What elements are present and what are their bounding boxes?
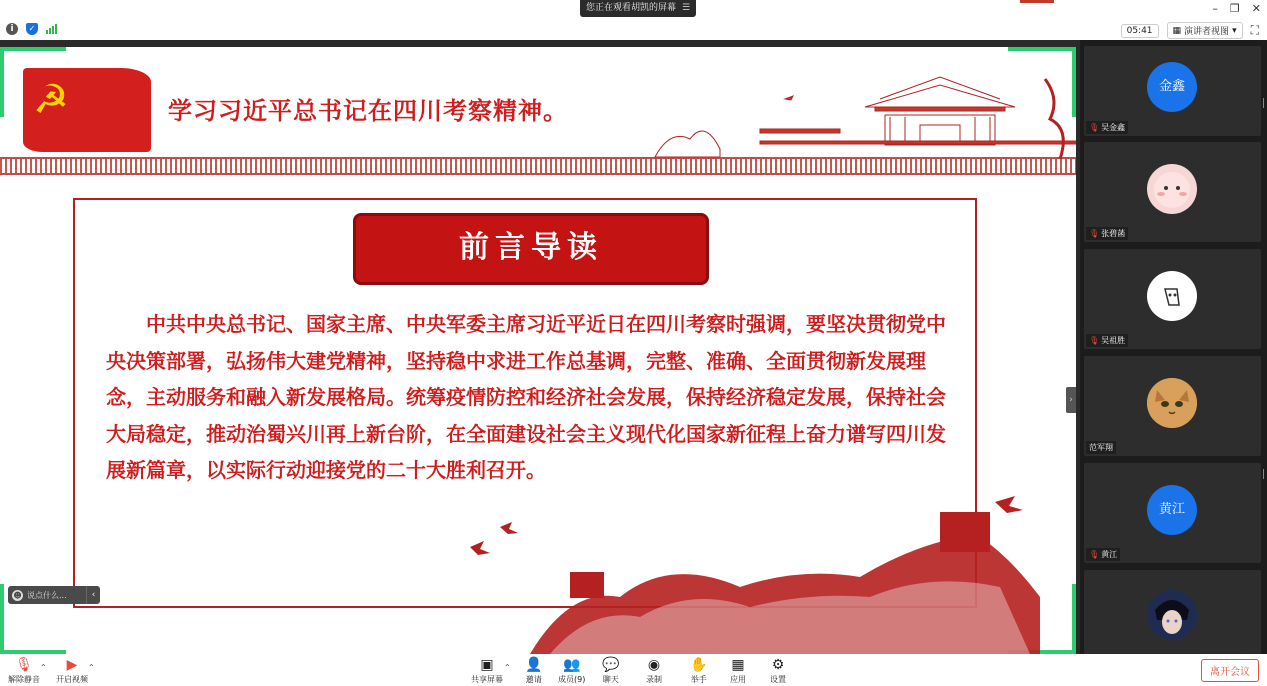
scrollbar-marker[interactable] bbox=[1258, 469, 1264, 479]
chat-icon: 💬 bbox=[602, 657, 620, 673]
participant-name bbox=[1086, 121, 1128, 134]
share-screen-button[interactable] bbox=[471, 656, 503, 685]
participant-tile[interactable] bbox=[1084, 142, 1261, 242]
emoji-icon[interactable]: ☻ bbox=[13, 590, 22, 600]
bottom-toolbar bbox=[0, 654, 1267, 686]
recording-indicator bbox=[1020, 0, 1054, 3]
participant-name bbox=[1086, 227, 1128, 240]
shared-slide bbox=[0, 47, 1076, 654]
participant-tile[interactable] bbox=[1084, 570, 1261, 654]
participant-name bbox=[1086, 334, 1128, 347]
participant-name-text: 黄江 bbox=[1101, 550, 1118, 559]
invite-icon: 👤 bbox=[525, 657, 543, 673]
chat-label: 聊天 bbox=[602, 675, 619, 684]
settings-label: 设置 bbox=[770, 675, 786, 684]
screen-share-banner[interactable] bbox=[580, 0, 696, 17]
meeting-timer: 05:41 bbox=[1121, 24, 1159, 38]
corner-marker bbox=[1072, 584, 1076, 654]
unmute-button[interactable] bbox=[8, 656, 40, 685]
cartoon-cat-avatar-icon bbox=[1147, 271, 1197, 321]
record-label: 录制 bbox=[646, 675, 662, 684]
section-heading: 前言导读 bbox=[353, 213, 709, 285]
members-label: 成员(9) bbox=[558, 675, 586, 684]
start-video-label: 开启视频 bbox=[56, 675, 88, 684]
members-button[interactable] bbox=[558, 656, 585, 685]
avatar bbox=[1147, 590, 1197, 640]
gear-icon: ⚙ bbox=[771, 657, 785, 673]
record-button[interactable] bbox=[646, 656, 662, 685]
participant-tile[interactable] bbox=[1084, 46, 1261, 136]
start-video-button[interactable] bbox=[56, 656, 88, 685]
info-icon[interactable]: i bbox=[6, 23, 18, 35]
mic-off-icon: 🎙 bbox=[15, 657, 33, 673]
participants-panel bbox=[1080, 40, 1267, 654]
title-bar bbox=[0, 0, 1267, 20]
chevron-up-icon[interactable]: ⌃ bbox=[88, 663, 95, 672]
corner-marker bbox=[0, 584, 4, 654]
meeting-info-bar bbox=[0, 20, 1267, 40]
participant-name bbox=[1086, 548, 1120, 561]
window-controls bbox=[1212, 2, 1261, 15]
chevron-up-icon[interactable]: ⌃ bbox=[40, 663, 47, 672]
decorative-band bbox=[0, 157, 1076, 175]
participant-name-text: 吴金鑫 bbox=[1101, 123, 1126, 132]
chevron-up-icon[interactable]: ⌃ bbox=[504, 663, 511, 672]
invite-button[interactable] bbox=[525, 656, 542, 685]
invite-label: 邀请 bbox=[525, 675, 542, 684]
signal-icon[interactable] bbox=[46, 24, 57, 34]
unmute-label: 解除静音 bbox=[8, 675, 40, 684]
participant-name bbox=[1086, 441, 1116, 454]
avatar bbox=[1147, 271, 1197, 321]
members-icon: 👥 bbox=[562, 657, 581, 673]
raise-hand-button[interactable] bbox=[690, 656, 707, 685]
mic-muted-icon: 🎙 bbox=[1089, 550, 1100, 559]
avatar: 金鑫 bbox=[1147, 62, 1197, 112]
apps-button[interactable] bbox=[730, 656, 746, 685]
tiananmen-illustration bbox=[650, 69, 1076, 169]
minimize-icon[interactable]: – bbox=[1212, 2, 1218, 15]
apps-icon: ▦ bbox=[731, 657, 745, 673]
slide-title: 学习习近平总书记在四川考察精神。 bbox=[168, 97, 568, 125]
view-mode-button[interactable] bbox=[1167, 22, 1243, 39]
mic-muted-icon: 🎙 bbox=[1089, 336, 1100, 345]
avatar: 黄江 bbox=[1147, 485, 1197, 535]
chat-input-bar[interactable] bbox=[8, 586, 100, 604]
mic-muted-icon: 🎙 bbox=[1089, 229, 1100, 238]
hand-icon: ✋ bbox=[690, 657, 708, 673]
hammer-sickle-icon: ☭ bbox=[33, 77, 69, 123]
share-banner-text: 您正在观看胡凯的屏幕 bbox=[586, 3, 677, 13]
cat-photo-avatar-icon bbox=[1147, 378, 1197, 428]
pink-character-avatar-icon bbox=[1147, 164, 1197, 214]
restore-icon[interactable]: ❐ bbox=[1229, 2, 1240, 15]
anime-character-avatar-icon bbox=[1147, 590, 1197, 640]
view-mode-icon: ▦ bbox=[1172, 25, 1182, 36]
avatar bbox=[1147, 164, 1197, 214]
scrollbar-marker[interactable] bbox=[1258, 98, 1264, 108]
apps-label: 应用 bbox=[730, 675, 746, 684]
party-flag-image bbox=[23, 68, 151, 152]
mic-muted-icon: 🎙 bbox=[1089, 123, 1100, 132]
participant-name-text: 吴祖胜 bbox=[1101, 336, 1126, 345]
participant-name-text: 张碧菡 bbox=[1101, 229, 1126, 238]
close-icon[interactable]: ✕ bbox=[1251, 2, 1261, 15]
video-off-icon: ▶ bbox=[66, 657, 78, 673]
corner-marker bbox=[0, 47, 66, 51]
chat-button[interactable] bbox=[602, 656, 619, 685]
share-screen-label: 共享屏幕 bbox=[471, 675, 503, 684]
participant-tile[interactable] bbox=[1084, 356, 1261, 456]
fullscreen-icon[interactable]: ⛶ bbox=[1250, 23, 1259, 37]
view-mode-label: 演讲者视图 bbox=[1184, 27, 1230, 37]
intro-paragraph: 中共中央总书记、国家主席、中央军委主席习近平近日在四川考察时强调，要坚决贯彻党中央决策部署，弘扬伟大建党精神，坚持稳中求进工作总基调，完整、准确、全面贯彻新发展理念，主动服务和融入新发展格局。统筹疫情防控和经济社会发展，保持经济稳定发展，保持社会大局稳定，推动治蜀兴川再上新台阶，在全面建设社会主义现代化国家新征程上奋力谱写四川发展新篇章，以实际行动迎接党的二十大胜利召开。 bbox=[106, 312, 946, 482]
settings-button[interactable] bbox=[770, 656, 786, 685]
participant-tile[interactable] bbox=[1084, 463, 1261, 563]
record-icon: ◉ bbox=[647, 657, 661, 673]
leave-meeting-button[interactable]: 离开会议 bbox=[1201, 659, 1259, 682]
menu-icon[interactable]: ☰ bbox=[682, 3, 691, 13]
participant-name-text: 范军翔 bbox=[1089, 443, 1113, 452]
avatar bbox=[1147, 378, 1197, 428]
share-screen-icon: ▣ bbox=[480, 657, 494, 673]
collapse-icon[interactable]: ‹ bbox=[86, 586, 100, 604]
participant-tile[interactable] bbox=[1084, 249, 1261, 349]
corner-marker bbox=[1008, 47, 1074, 51]
corner-marker bbox=[0, 47, 4, 117]
chevron-down-icon: ▾ bbox=[1232, 25, 1237, 36]
shield-icon[interactable]: ✓ bbox=[26, 23, 38, 35]
raise-hand-label: 举手 bbox=[690, 675, 707, 684]
chat-placeholder[interactable]: 说点什么... bbox=[27, 590, 67, 600]
panel-toggle-icon[interactable]: › bbox=[1066, 387, 1076, 413]
great-wall-illustration bbox=[440, 477, 1050, 654]
